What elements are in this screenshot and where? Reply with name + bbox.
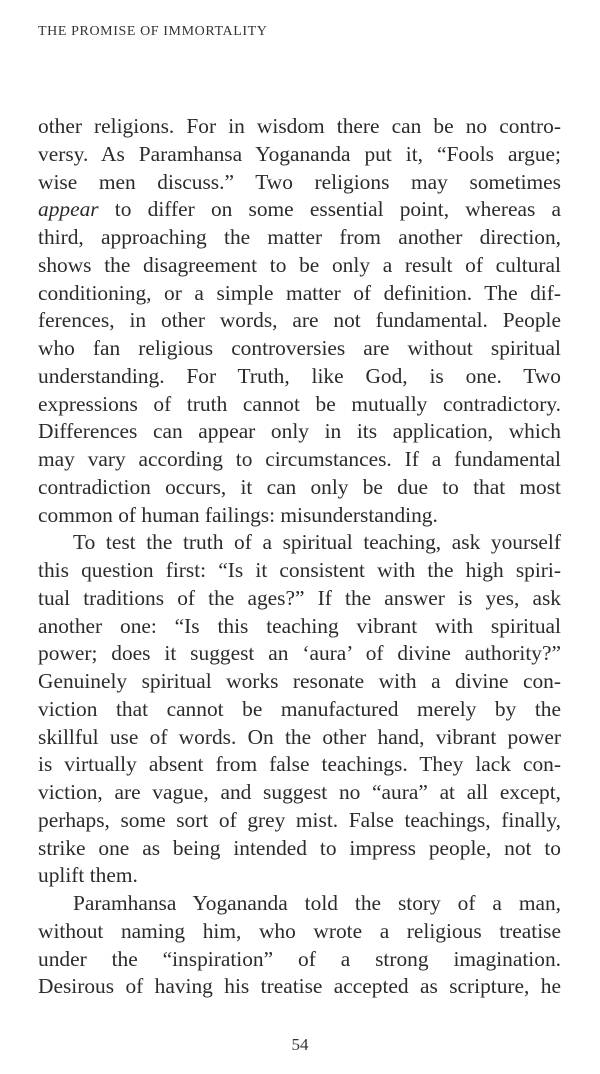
text-line: viction that cannot be manufactured merely by the xyxy=(38,696,561,721)
text-line: ferences, in other words, are not fundamental. People xyxy=(38,308,561,333)
paragraph xyxy=(38,890,561,1001)
text-line: without naming him, who wrote a religious treatise xyxy=(38,918,561,943)
text-line: understanding. For Truth, like God, is one. Two xyxy=(38,363,561,388)
text-line: strike one as being intended to impress people, not to xyxy=(38,835,561,860)
text-line: Genuinely spiritual works resonate with a divine con- xyxy=(38,669,561,693)
text-line: uplift them. xyxy=(38,863,138,888)
text-line: appear to differ on some essential point, whereas a xyxy=(38,197,561,222)
text-line: contradiction occurs, it can only be due to that most xyxy=(38,474,561,499)
text-line: Paramhansa Yogananda told the story of a man, xyxy=(73,891,561,915)
text-line: under the “inspiration” of a strong imagination. xyxy=(38,946,561,971)
text-line: this question first: “Is it consistent with the high spiri- xyxy=(38,558,561,582)
text-line: third, approaching the matter from another direction, xyxy=(38,225,561,249)
text-line: viction, are vague, and suggest no “aura” at all except, xyxy=(38,780,561,804)
text-line: shows the disagreement to be only a result of cultural xyxy=(38,252,561,277)
body-text xyxy=(38,113,561,1001)
paragraph xyxy=(38,529,561,890)
paragraph xyxy=(38,113,561,529)
text-line: expressions of truth cannot be mutually contradictory. xyxy=(38,391,561,416)
text-line: power; does it suggest an ‘aura’ of divine authority?” xyxy=(38,641,561,666)
text-line: perhaps, some sort of grey mist. False teachings, finally, xyxy=(38,807,561,832)
text-line: other religions. For in wisdom there can be no contro- xyxy=(38,114,561,138)
text-line: conditioning, or a simple matter of definition. The dif- xyxy=(38,280,561,305)
running-header: THE PROMISE OF IMMORTALITY xyxy=(38,24,268,39)
text-line: wise men discuss.” Two religions may sometimes xyxy=(38,169,561,194)
text-line: Differences can appear only in its application, which xyxy=(38,419,561,444)
page-number: 54 xyxy=(291,1035,309,1054)
text-line: versy. As Paramhansa Yogananda put it, “Fools argue; xyxy=(38,141,561,166)
text-line: skillful use of words. On the other hand, vibrant power xyxy=(38,724,561,749)
text-line: is virtually absent from false teachings. They lack con- xyxy=(38,752,561,777)
text-line: tual traditions of the ages?” If the answer is yes, ask xyxy=(38,585,561,610)
text-line: another one: “Is this teaching vibrant with spiritual xyxy=(38,613,561,638)
text-line: To test the truth of a spiritual teaching, ask yourself xyxy=(73,530,561,555)
text-line: Desirous of having his treatise accepted as scripture, he xyxy=(38,974,561,999)
text-line: may vary according to circumstances. If a fundamental xyxy=(38,447,561,471)
text-line: common of human failings: misunderstanding. xyxy=(38,502,438,527)
text-line: who fan religious controversies are without spiritual xyxy=(38,336,561,360)
